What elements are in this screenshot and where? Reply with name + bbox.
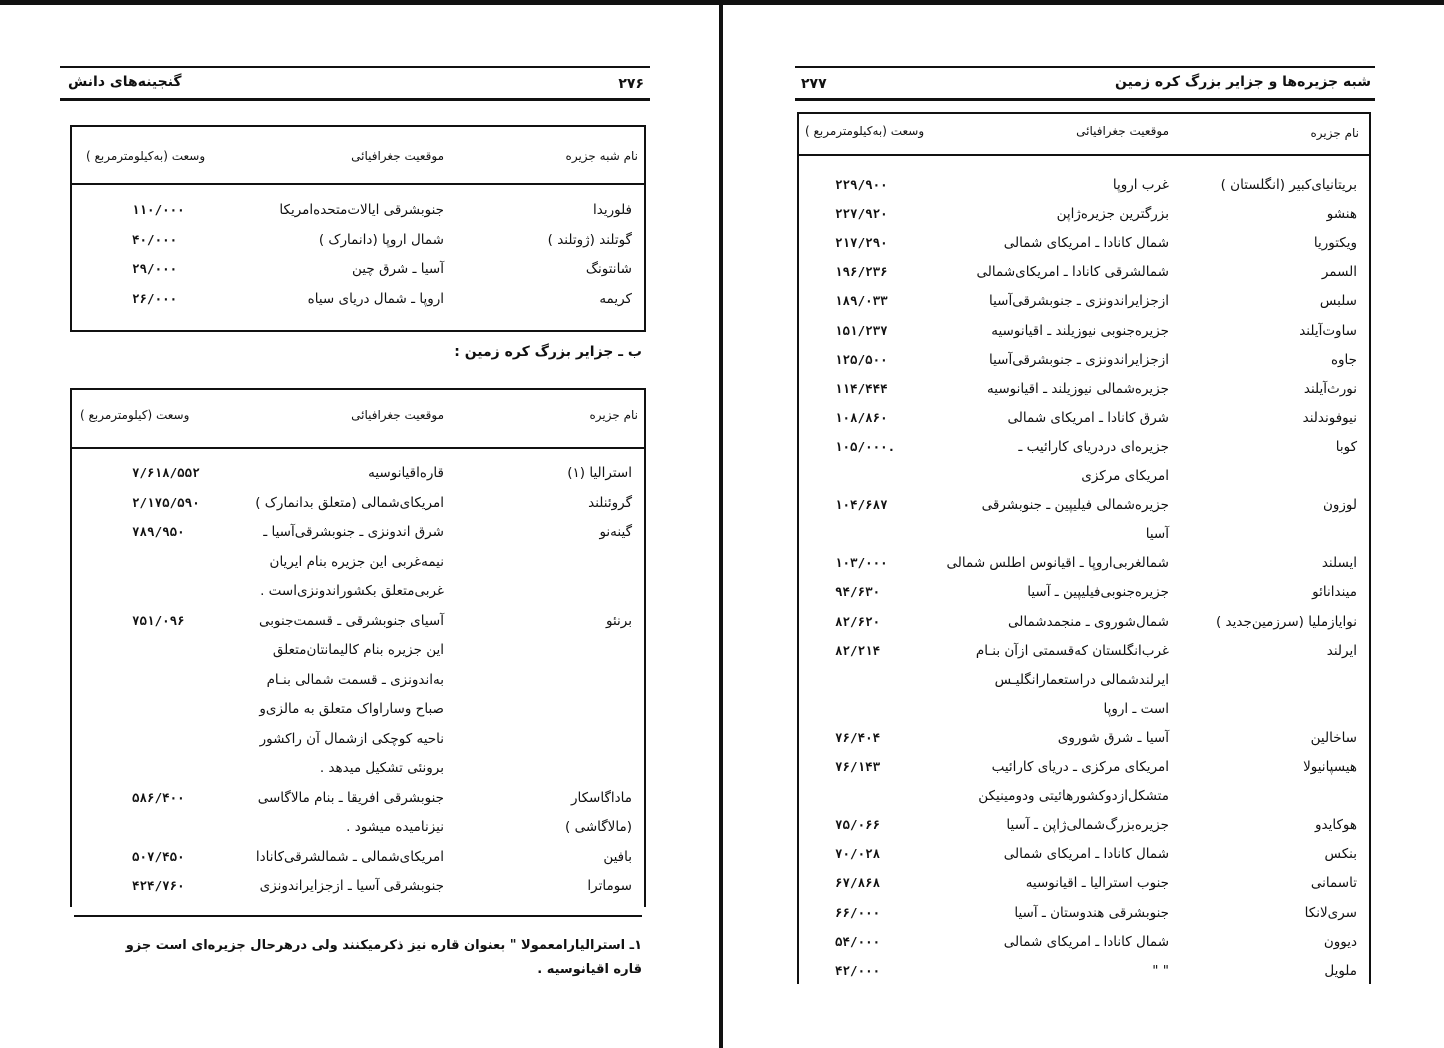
cell-location: نیزنامیده میشود . <box>346 819 444 835</box>
table-row <box>799 463 1369 492</box>
cell-location: شمال کانادا ـ امریکای شمالی <box>1003 933 1169 950</box>
cell-location: آسیا <box>1145 526 1169 543</box>
cell-name: ایسلند <box>1321 555 1357 572</box>
cell-name: نورث‌آیلند <box>1303 380 1357 397</box>
cell-area: ۷۶/۴۰۴ <box>835 729 881 745</box>
cell-name: بنکس <box>1324 846 1357 863</box>
table-row <box>799 841 1369 870</box>
cell-location: شمال‌شوروی ـ منجمد‌شمالی <box>1008 613 1169 630</box>
left-page <box>60 0 650 1048</box>
cell-location: امریکای‌شمالی (متعلق بدانمارک ) <box>255 494 444 511</box>
cell-area: ۲۲۷/۹۲۰ <box>835 206 888 222</box>
cell-location: شمالشرقی کانادا ـ امریکای‌شمالی <box>976 264 1169 281</box>
table-row <box>72 873 644 902</box>
header-name: نام جزیره <box>1310 126 1359 140</box>
cell-name: نیوفوندلند <box>1302 409 1357 426</box>
section-heading: ب ـ جزایر بزرگ کره زمین : <box>454 344 642 360</box>
cell-name: السمر <box>1321 264 1357 281</box>
cell-area: ۶۷/۸۶۸ <box>835 875 881 891</box>
cell-name: شانتونگ <box>585 261 632 277</box>
table-row <box>799 550 1369 579</box>
table-row <box>799 405 1369 434</box>
cell-area: ۱۰۴/۶۸۷ <box>835 497 888 513</box>
table-row <box>72 197 644 226</box>
cell-location: امریکای مرکزی <box>1081 468 1169 484</box>
table-row <box>799 434 1369 463</box>
table-row <box>799 521 1369 550</box>
cell-name: استرالیا (۱) <box>567 465 632 481</box>
cell-location: شمال کانادا ـ امریکای شمالی <box>1003 235 1169 252</box>
cell-location: جنوبشرقی افریقا ـ بنام مالاگاسی <box>257 789 444 806</box>
cell-name: ویکتوریا <box>1313 235 1357 252</box>
header-name: نام شبه جزیره <box>565 149 638 163</box>
cell-name: کوبا <box>1335 438 1357 455</box>
table-row <box>72 844 644 873</box>
cell-name: کریمه <box>599 290 632 307</box>
footnote-rule <box>74 915 642 917</box>
table-row <box>799 667 1369 696</box>
table-header <box>799 114 1369 156</box>
cell-name: فلوریدا <box>592 202 632 218</box>
cell-location: جزیره‌ای دردریای کارائیب ـ <box>1018 438 1169 455</box>
cell-location: آسیا ـ شرق شوروی <box>1057 729 1169 746</box>
cell-location: آسیا ـ شرق چین <box>351 261 444 277</box>
cell-location: جنوبشرقی ایالات‌متحده‌امریکا <box>279 202 444 218</box>
cell-location: جزیره‌شمالی فیلیپین ـ جنوبشرقی <box>981 497 1169 514</box>
table-row <box>72 227 644 256</box>
table-row <box>72 637 644 666</box>
cell-location: متشکل‌ازدوکشورهائیتی ودومینیکن <box>978 788 1169 805</box>
cell-area: ۱۱۰/۰۰۰ <box>132 202 185 217</box>
table-row <box>799 376 1369 405</box>
cell-location: شرق اندونزی ـ جنوبشرقی‌آسیا ـ <box>263 524 444 540</box>
cell-location: جزیره‌بزرگ‌شمالی‌ژاپن ـ آسیا <box>1006 817 1169 834</box>
running-title: شبه جزیره‌ها و جزایر بزرگ کره زمین <box>1115 74 1371 90</box>
cell-name: گینه‌نو <box>599 524 632 540</box>
cell-location: امریکای مرکزی ـ دریای کارائیب <box>991 759 1169 775</box>
table-row <box>72 608 644 637</box>
cell-location: امریکای‌شمالی ـ شمالشرقی‌کانادا <box>255 848 444 865</box>
footnote-line-2: قاره اقیانوسیه . <box>537 962 642 977</box>
table-row <box>72 256 644 285</box>
table-row <box>799 230 1369 259</box>
cell-name: هوکایدو <box>1315 817 1357 834</box>
cell-name: ساوت‌آیلند <box>1299 322 1357 339</box>
page-number: ۲۷۶ <box>618 76 644 92</box>
cell-location: شمال کانادا ـ امریکای شمالی <box>1003 846 1169 863</box>
table-row <box>72 549 644 578</box>
cell-location: ایرلندشمالی دراستعمارانگلیـس <box>994 671 1169 688</box>
cell-name: جاوه <box>1330 351 1357 368</box>
peninsula-table <box>70 125 646 332</box>
cell-area: ۲۹/۰۰۰ <box>132 261 178 276</box>
cell-area: ۴۰/۰۰۰ <box>132 231 178 247</box>
cell-area: ۱۹۶/۲۳۶ <box>835 264 888 280</box>
table-row <box>799 288 1369 317</box>
cell-area: ۶۶/۰۰۰ <box>835 904 881 920</box>
table-row <box>72 667 644 696</box>
footnote-line-1: ۱ـ استرالیارامعمولا " بعنوان قاره نیز ذکرمیکنند ولی درهرحال جزیره‌ای است جزو <box>125 938 642 953</box>
cell-location: برونئی تشکیل میدهد . <box>319 760 444 776</box>
table-row <box>799 900 1369 929</box>
right-page <box>795 0 1375 1048</box>
cell-location: ازجزایراندونزی ـ جنوبشرقی‌آسیا <box>988 293 1169 310</box>
table-header <box>72 390 644 449</box>
cell-location: نیمه‌غربی این جزیره بنام ایریان <box>269 553 444 570</box>
cell-area: ۷/۶۱۸/۵۵۲ <box>132 465 200 480</box>
table-row <box>72 578 644 607</box>
cell-area: ۱۸۹/۰۳۳ <box>835 293 888 309</box>
cell-area: ۱۲۵/۵۰۰ <box>835 351 888 367</box>
table-row <box>72 519 644 548</box>
table-row <box>799 696 1369 725</box>
cell-area: ۱۰۸/۸۶۰ <box>835 409 888 425</box>
cell-name: هنشو <box>1326 206 1357 223</box>
cell-area: ۱۰۳/۰۰۰ <box>835 555 888 571</box>
table-row <box>799 929 1369 958</box>
cell-location: این جزیره بنام کالیمانتان‌متعلق <box>272 642 444 658</box>
cell-area: ۲۲۹/۹۰۰ <box>835 177 888 192</box>
cell-name: میندانائو <box>1312 584 1357 601</box>
cell-location: صباح وساراواک متعلق به مالزی‌و <box>259 701 444 717</box>
left-page-header <box>60 66 650 101</box>
right-page-header <box>795 66 1375 101</box>
header-location: موقعیت جغرافیائی <box>351 149 444 163</box>
cell-name: گروئنلند <box>588 494 632 511</box>
table-row <box>72 755 644 784</box>
table-row <box>799 492 1369 521</box>
table-row <box>799 259 1369 288</box>
cell-area: ۸۲/۲۱۴ <box>835 642 881 658</box>
cell-location: جنوبشرقی آسیا ـ ازجزایراندونزی <box>259 878 444 894</box>
cell-area: ۲۱۷/۲۹۰ <box>835 235 888 251</box>
table-row <box>72 696 644 725</box>
header-location: موقعیت جغرافیائی <box>1076 124 1169 138</box>
cell-name: ایرلند <box>1326 642 1357 659</box>
table-row <box>799 172 1369 201</box>
cell-name: سری‌لانکا <box>1304 904 1357 921</box>
cell-location: شمال اروپا (دانمارک ) <box>318 231 444 248</box>
cell-area: ۴۲۴/۷۶۰ <box>132 878 185 893</box>
cell-area: ۱۵۱/۲۳۷ <box>835 322 888 338</box>
cell-area: ۹۴/۶۳۰ <box>835 584 881 600</box>
cell-location: جنوب استرالیا ـ اقیانوسیه <box>1025 875 1169 892</box>
table-row <box>799 754 1369 783</box>
cell-area: ۵۴/۰۰۰ <box>835 933 881 949</box>
table-row <box>72 286 644 315</box>
table-row <box>799 958 1369 987</box>
cell-location: ازجزایراندونزی ـ جنوبشرقی‌آسیا <box>988 351 1169 368</box>
cell-name: برنئو <box>605 612 632 629</box>
cell-location: قاره‌اقیانوسیه <box>368 465 444 481</box>
running-title: گنجینه‌های دانش <box>68 74 182 90</box>
cell-location: جنوبشرقی هندوستان ـ آسیا <box>1014 904 1169 921</box>
cell-area: ۷۶/۱۴۳ <box>835 759 881 774</box>
cell-area: ۷۸۹/۹۵۰ <box>132 524 185 539</box>
cell-area: ۵۸۶/۴۰۰ <box>132 789 185 805</box>
cell-name: سلبس <box>1319 293 1357 310</box>
table-row <box>72 814 644 843</box>
header-area: وسعت (کیلومترمربع ) <box>80 408 190 422</box>
cell-area: ۷۵۱/۰۹۶ <box>132 612 185 628</box>
cell-area: ۴۲/۰۰۰ <box>835 962 881 978</box>
cell-location: شرق کانادا ـ امریکای شمالی <box>1007 409 1169 426</box>
cell-area: ۱۱۴/۴۴۴ <box>835 380 888 396</box>
cell-location: غربی‌متعلق بکشوراندونزی‌است . <box>260 583 444 599</box>
table-row <box>799 812 1369 841</box>
cell-area: ۵۰۷/۴۵۰ <box>132 848 185 864</box>
cell-name: لوزون <box>1322 497 1357 514</box>
cell-location: شمالغربی‌اروپا ـ اقیانوس اطلس شمالی <box>946 555 1169 572</box>
table-row <box>799 201 1369 230</box>
cell-location: ناحیه کوچکی ازشمال آن راکشور <box>259 730 444 747</box>
cell-area: ۲۶/۰۰۰ <box>132 290 178 306</box>
cell-location: بزرگترین جزیره‌ژاپن <box>1056 206 1169 223</box>
islands-table-left <box>70 388 646 907</box>
cell-location: به‌اندونزی ـ قسمت شمالی بنـام <box>266 671 444 688</box>
table-row <box>799 638 1369 667</box>
page-number: ۲۷۷ <box>801 76 827 92</box>
cell-name: نوایازملیا (سرزمین‌جدید ) <box>1215 613 1357 630</box>
header-area: وسعت (به‌کیلومترمربع ) <box>86 149 206 163</box>
book-spine <box>719 0 723 1048</box>
header-name: نام جزیره <box>589 408 638 422</box>
cell-area: ۷۰/۰۲۸ <box>835 846 881 862</box>
table-row <box>72 490 644 519</box>
cell-location: " " <box>1152 962 1169 979</box>
cell-name: بریتانیای‌کبیر (انگلستان ) <box>1220 177 1357 193</box>
cell-location: است ـ اروپا <box>1103 700 1169 717</box>
cell-location: جزیره‌جنوبی‌فیلیپین ـ آسیا <box>1027 584 1169 601</box>
cell-name: هیسپانیولا <box>1303 759 1357 775</box>
table-row <box>799 347 1369 376</box>
cell-location: اروپا ـ شمال دریای سیاه <box>307 290 444 307</box>
cell-name: بافین <box>603 848 632 865</box>
table-row <box>799 318 1369 347</box>
table-row <box>72 785 644 814</box>
cell-area: ۲/۱۷۵/۵۹۰ <box>132 494 200 510</box>
cell-name: سوماترا <box>587 878 632 894</box>
cell-location: جزیره‌جنوبی نیوزیلند ـ اقیانوسیه <box>991 322 1169 339</box>
cell-name: تاسمانی <box>1310 875 1357 892</box>
table-row <box>72 460 644 489</box>
header-area: وسعت (به‌کیلومترمربع ) <box>805 124 925 138</box>
islands-table-right <box>797 112 1371 984</box>
cell-area: ۱۰۵/۰۰۰. <box>835 438 896 454</box>
cell-location: غرب اروپا <box>1112 177 1169 193</box>
cell-location: آسیای جنوبشرقی ـ قسمت‌جنوبی <box>259 612 444 629</box>
cell-location: غرب‌انگلستان که‌قسمتی ازآن بنـام <box>975 642 1169 659</box>
cell-name: ملویل <box>1324 962 1357 979</box>
cell-name: ماداگاسکار <box>570 789 632 806</box>
cell-area: ۷۵/۰۶۶ <box>835 817 881 833</box>
header-location: موقعیت جغرافیائی <box>351 408 444 422</box>
table-row <box>799 870 1369 899</box>
table-row <box>799 579 1369 608</box>
cell-location: جزیره‌شمالی نیوزیلند ـ اقیانوسیه <box>987 380 1169 397</box>
table-header <box>72 127 644 185</box>
table-row <box>799 783 1369 812</box>
table-row <box>72 726 644 755</box>
cell-name: ساخالین <box>1310 729 1357 746</box>
cell-area: ۸۲/۶۲۰ <box>835 613 881 629</box>
table-row <box>799 725 1369 754</box>
table-row <box>799 609 1369 638</box>
cell-name: (مالاگاشی ) <box>565 819 632 835</box>
cell-name: دیوون <box>1323 933 1357 950</box>
cell-name: گوتلند (ژوتلند ) <box>547 231 632 248</box>
